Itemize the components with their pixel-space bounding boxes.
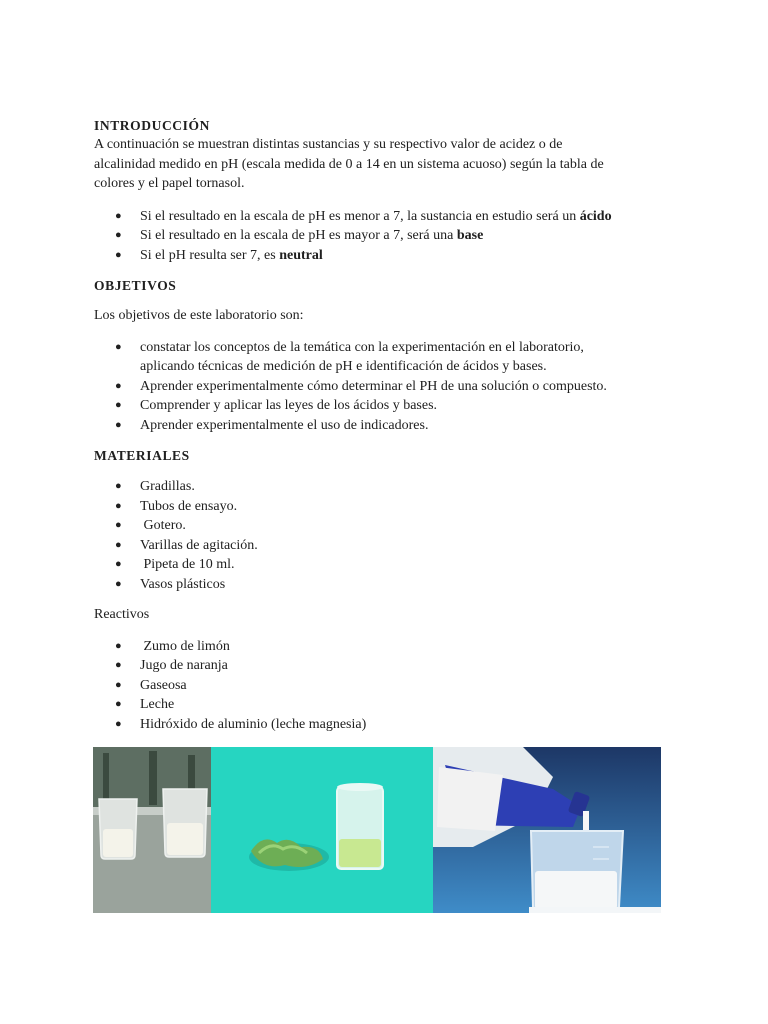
- list-item: ● Jugo de naranja: [94, 656, 674, 676]
- bullet-icon: ●: [115, 248, 122, 261]
- lime-photo: [211, 747, 433, 913]
- photo-strip: [93, 747, 661, 913]
- bullet-icon: ●: [115, 399, 122, 411]
- materiales-list: [94, 477, 674, 594]
- objetivos-list: [94, 338, 674, 436]
- list-item: ● Si el pH resulta ser 7, es neutral: [94, 246, 674, 266]
- bullet-icon: ●: [115, 639, 122, 652]
- bullet-icon: ●: [115, 577, 122, 590]
- bullet-icon: ●: [115, 418, 122, 431]
- bullet-icon: ●: [115, 209, 122, 222]
- bullet-icon: ●: [115, 480, 122, 492]
- list-item: ● Varillas de agitación.: [94, 536, 674, 556]
- intro-list: [94, 207, 674, 266]
- list-item: ● constatar los conceptos de la temática con la experimentación en el laboratorio, aplicando técnicas de medición de pH e identificación de ácidos y bases.: [115, 339, 584, 374]
- materiales-heading: MATERIALES: [94, 448, 190, 463]
- reactivos-list: [94, 637, 674, 735]
- bullet-icon: ●: [115, 659, 122, 671]
- list-item: ● Zumo de limón: [94, 637, 674, 657]
- list-item: ● Gotero.: [94, 516, 674, 536]
- reactivos-heading: Reactivos: [94, 607, 150, 622]
- list-item: ● Aprender experimentalmente el uso de indicadores.: [94, 416, 674, 436]
- intro-line-2: alcalinidad medido en pH (escala medida de 0 a 14 en un sistema acuoso) según la tabla de: [94, 156, 604, 172]
- beakers-photo: [93, 747, 211, 913]
- objetivos-lead: Los objetivos de este laboratorio son:: [94, 308, 304, 323]
- intro-line-3: colores y el papel tornasol.: [94, 176, 245, 191]
- list-item: ● Si el resultado en la escala de pH es mayor a 7, será una base: [94, 226, 674, 246]
- list-item: ● Gradillas.: [94, 477, 674, 497]
- list-item: ● Tubos de ensayo.: [94, 497, 674, 517]
- intro-heading: INTRODUCCIÓN: [94, 118, 210, 133]
- bullet-icon: ●: [115, 538, 122, 551]
- list-item: ● Aprender experimentalmente cómo determinar el PH de una solución o compuesto.: [94, 377, 674, 397]
- bullet-icon: ●: [115, 379, 122, 392]
- bullet-icon: ●: [115, 519, 122, 531]
- bullet-icon: ●: [115, 698, 122, 710]
- bullet-icon: ●: [115, 340, 122, 353]
- intro-line-1: A continuación se muestran distintas sustancias y su respectivo valor de acidez o de: [94, 137, 563, 152]
- magnesia-photo: [433, 747, 661, 913]
- list-item: ● Si el resultado en la escala de pH es menor a 7, la sustancia en estudio será un ácido: [94, 207, 674, 227]
- bullet-icon: ●: [115, 678, 122, 691]
- list-item: ● Pipeta de 10 ml.: [94, 555, 674, 575]
- list-item: ● Gaseosa: [94, 676, 674, 696]
- bullet-icon: ●: [115, 717, 122, 730]
- list-item: ● Comprender y aplicar las leyes de los ácidos y bases.: [94, 396, 674, 416]
- bullet-icon: ●: [115, 499, 122, 512]
- list-item: ● Hidróxido de aluminio (leche magnesia): [94, 715, 674, 735]
- list-item: ● Leche: [94, 695, 674, 715]
- list-item: ● Vasos plásticos: [94, 575, 674, 595]
- objetivos-heading: OBJETIVOS: [94, 278, 177, 293]
- document-page: [94, 116, 674, 734]
- bullet-icon: ●: [115, 229, 122, 241]
- bullet-icon: ●: [115, 558, 122, 570]
